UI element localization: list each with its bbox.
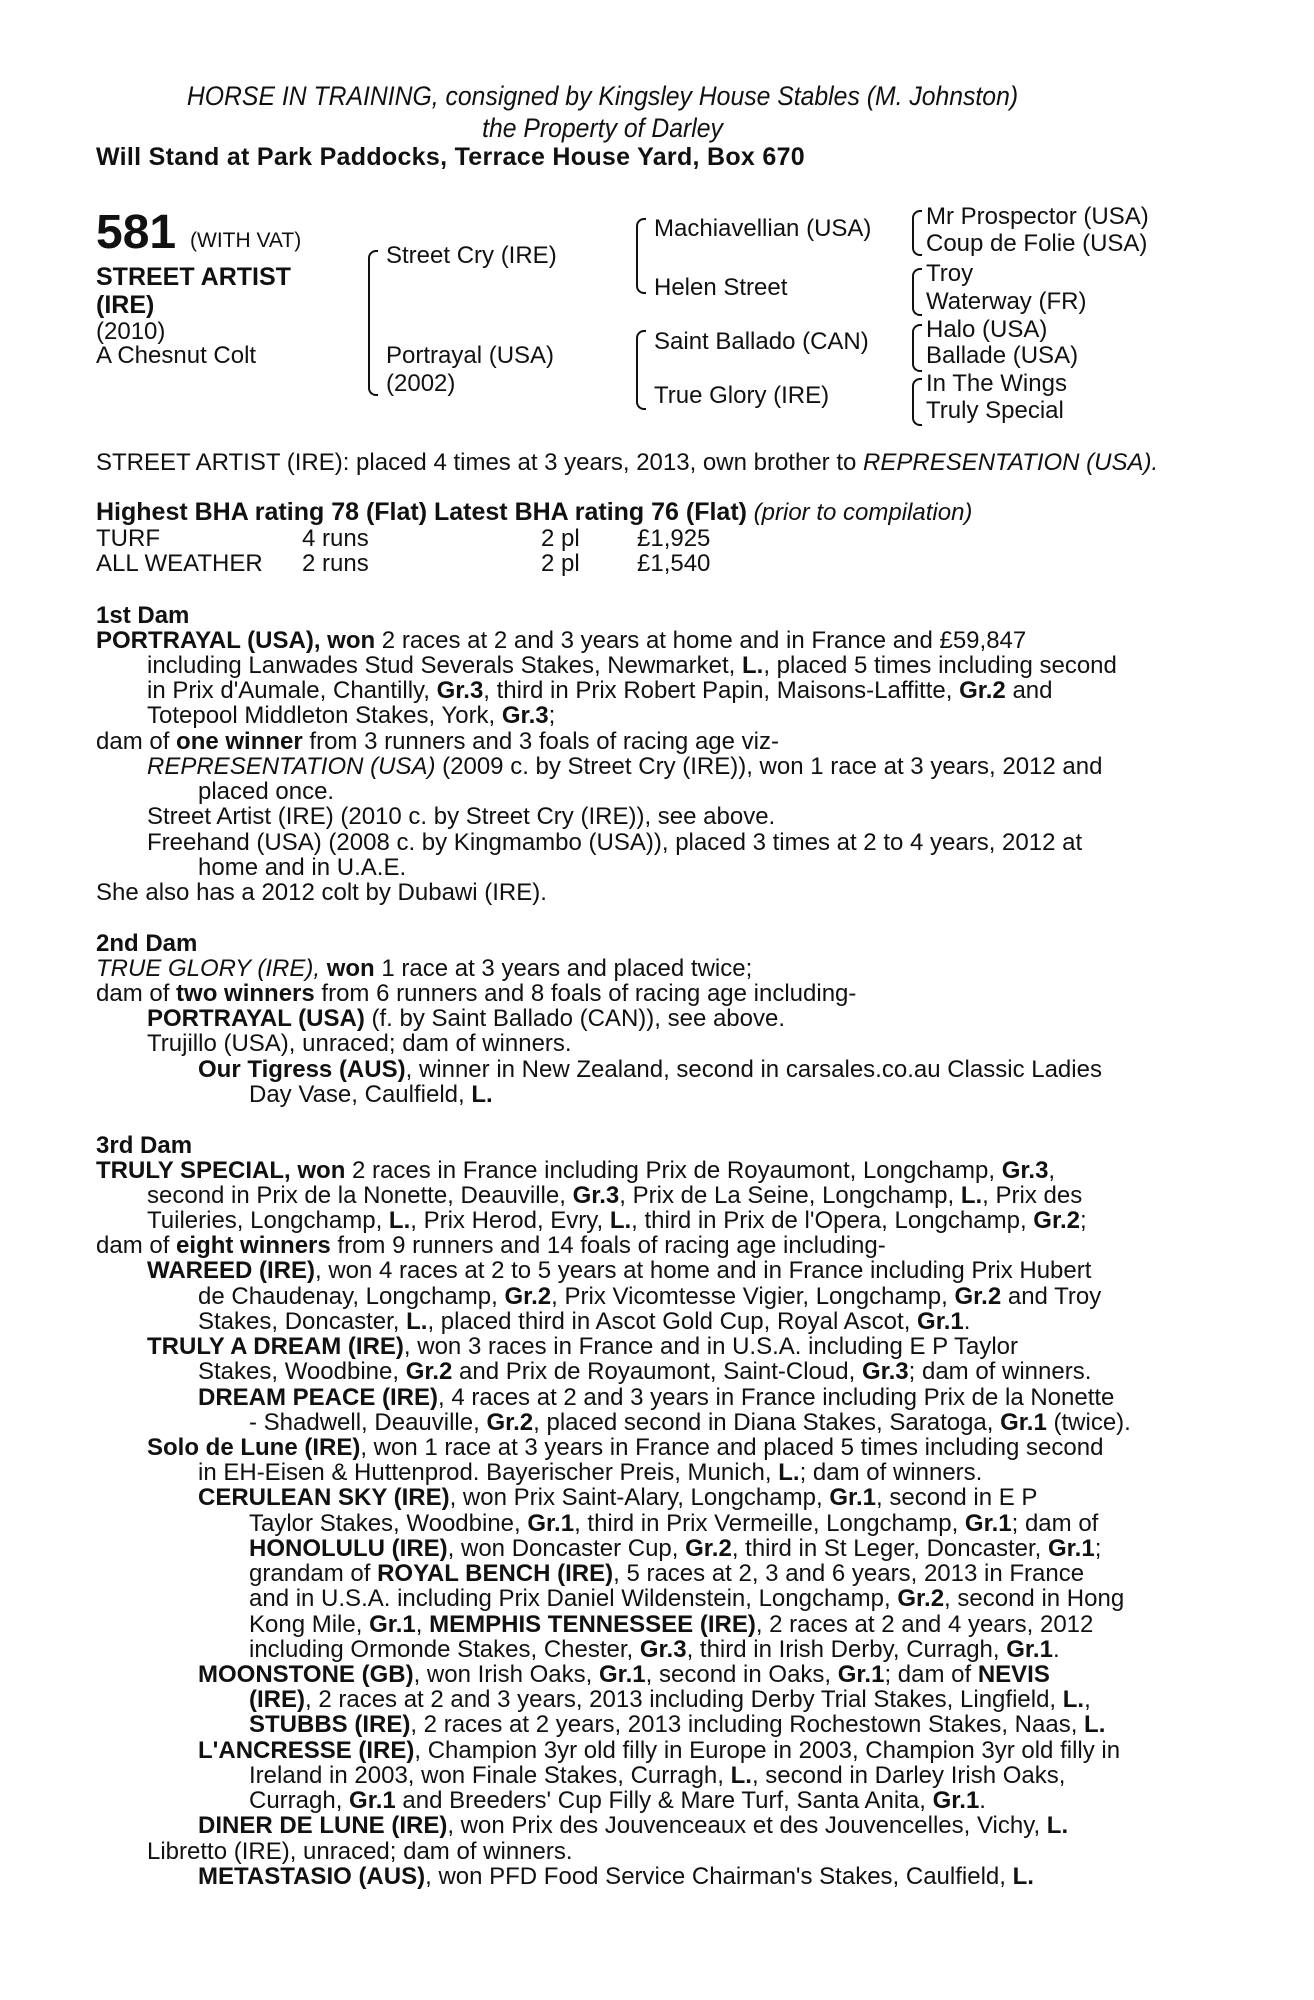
ratings-aw-placed: 2 pl	[541, 550, 580, 577]
dam3-line: Taylor Stakes, Woodbine, Gr.1, third in Prix Vermeille, Longchamp, Gr.1; dam of	[249, 1510, 1099, 1537]
lot-number: 581	[96, 206, 177, 259]
pedigree-brace-parents	[368, 250, 378, 396]
dam2-line: PORTRAYAL (USA) (f. by Saint Ballado (CAN)), see above.	[147, 1005, 786, 1032]
dam3-line: TRULY SPECIAL, won 2 races in France including Prix de Royaumont, Longchamp, Gr.3,	[96, 1157, 1056, 1184]
pedigree-gg-8: Truly Special	[926, 397, 1064, 424]
pedigree-gg-2: Coup de Folie (USA)	[926, 230, 1148, 257]
dam3-line: DREAM PEACE (IRE), 4 races at 2 and 3 years in France including Prix de la Nonette	[198, 1384, 1115, 1411]
pedigree-brace-g1	[912, 210, 922, 256]
horse-year: (2010)	[96, 318, 166, 345]
dam1-line: She also has a 2012 colt by Dubawi (IRE).	[96, 879, 547, 906]
dam3-line: STUBBS (IRE), 2 races at 2 years, 2013 including Rochestown Stakes, Naas, L.	[249, 1711, 1106, 1738]
dam1-line: home and in U.A.E.	[198, 854, 407, 881]
dam3-line: WAREED (IRE), won 4 races at 2 to 5 years at home and in France including Prix Hubert	[147, 1257, 1092, 1284]
dam2-line: Day Vase, Caulfield, L.	[249, 1081, 493, 1108]
pedigree-gg-3: Troy	[926, 260, 974, 287]
ratings-heading: Highest BHA rating 78 (Flat) Latest BHA rating 76 (Flat) (prior to compilation)	[96, 498, 973, 526]
dam3-line: Tuileries, Longchamp, L., Prix Herod, Evry, L., third in Prix de l'Opera, Longchamp, Gr.2;	[147, 1207, 1087, 1234]
pedigree-gg-7: In The Wings	[926, 370, 1067, 397]
pedigree-sire-dam: Helen Street	[654, 274, 788, 301]
horse-name-country: (IRE)	[96, 291, 155, 319]
dam3-line: second in Prix de la Nonette, Deauville, Gr.3, Prix de La Seine, Longchamp, L., Prix des	[147, 1182, 1083, 1209]
pedigree-brace-g4	[912, 378, 922, 426]
dam3-line: TRULY A DREAM (IRE), won 3 races in France and in U.S.A. including E P Taylor	[147, 1333, 1019, 1360]
dam3-line: Stakes, Doncaster, L., placed third in Ascot Gold Cup, Royal Ascot, Gr.1.	[198, 1308, 971, 1335]
ratings-aw-surface: ALL WEATHER	[96, 550, 263, 577]
pedigree-sire-sire: Machiavellian (USA)	[654, 215, 872, 242]
dam1-line: dam of one winner from 3 runners and 3 foals of racing age viz-	[96, 728, 779, 755]
ratings-aw-runs: 2 runs	[302, 550, 369, 577]
dam3-line: de Chaudenay, Longchamp, Gr.2, Prix Vicomtesse Vigier, Longchamp, Gr.2 and Troy	[198, 1283, 1102, 1310]
dam3-line: METASTASIO (AUS), won PFD Food Service Chairman's Stakes, Caulfield, L.	[198, 1863, 1034, 1890]
dam1-line: in Prix d'Aumale, Chantilly, Gr.3, third in Prix Robert Papin, Maisons-Laffitte, Gr.2 and	[147, 677, 1053, 704]
pedigree-dam: Portrayal (USA)	[386, 342, 555, 369]
dam3-line: Solo de Lune (IRE), won 1 race at 3 years in France and placed 5 times including second	[147, 1434, 1104, 1461]
pedigree-gg-1: Mr Prospector (USA)	[926, 203, 1149, 230]
dam3-line: and in U.S.A. including Prix Daniel Wildenstein, Longchamp, Gr.2, second in Hong	[249, 1585, 1125, 1612]
dam1-line: including Lanwades Stud Severals Stakes, Newmarket, L., placed 5 times including second	[147, 652, 1117, 679]
dam3-line: Curragh, Gr.1 and Breeders' Cup Filly & Mare Turf, Santa Anita, Gr.1.	[249, 1787, 986, 1814]
ratings-turf-earnings: £1,925	[637, 525, 711, 552]
dam3-line: - Shadwell, Deauville, Gr.2, placed second in Diana Stakes, Saratoga, Gr.1 (twice).	[249, 1409, 1131, 1436]
pedigree-brace-sire-line	[636, 218, 646, 294]
pedigree-dam-dam: True Glory (IRE)	[654, 382, 830, 409]
dam2-line: dam of two winners from 6 runners and 8 foals of racing age including-	[96, 980, 857, 1007]
header-property: the Property of Darley	[482, 113, 723, 143]
dam3-line: HONOLULU (IRE), won Doncaster Cup, Gr.2, third in St Leger, Doncaster, Gr.1;	[249, 1535, 1102, 1562]
pedigree-gg-5: Halo (USA)	[926, 316, 1048, 343]
dam3-line: including Ormonde Stakes, Chester, Gr.3, third in Irish Derby, Curragh, Gr.1.	[249, 1636, 1060, 1663]
ratings-aw-earnings: £1,540	[637, 550, 711, 577]
dam1-heading: 1st Dam	[96, 602, 190, 629]
header-consignor: HORSE IN TRAINING, consigned by Kingsley House Stables (M. Johnston)	[186, 81, 1019, 111]
ratings-turf-runs: 4 runs	[302, 525, 369, 552]
dam2-heading: 2nd Dam	[96, 930, 198, 957]
pedigree-gg-6: Ballade (USA)	[926, 342, 1079, 369]
dam3-line: dam of eight winners from 9 runners and 14 foals of racing age including-	[96, 1232, 886, 1259]
pedigree-brace-g3	[912, 324, 922, 372]
pedigree-brace-g2	[912, 268, 922, 316]
dam3-line: CERULEAN SKY (IRE), won Prix Saint-Alary, Longchamp, Gr.1, second in E P	[198, 1484, 1038, 1511]
dam1-line: PORTRAYAL (USA), won 2 races at 2 and 3 years at home and in France and £59,847	[96, 627, 1027, 654]
dam2-line: TRUE GLORY (IRE), won 1 race at 3 years and placed twice;	[96, 955, 753, 982]
dam2-line: Trujillo (USA), unraced; dam of winners.	[147, 1030, 572, 1057]
dam1-line: REPRESENTATION (USA) (2009 c. by Street Cry (IRE)), won 1 race at 3 years, 2012 and	[147, 753, 1103, 780]
dam3-line: Ireland in 2003, won Finale Stakes, Curragh, L., second in Darley Irish Oaks,	[249, 1762, 1066, 1789]
dam1-line: placed once.	[198, 778, 335, 805]
pedigree-dam-sire: Saint Ballado (CAN)	[654, 328, 869, 355]
dam3-heading: 3rd Dam	[96, 1132, 193, 1159]
dam1-line: Street Artist (IRE) (2010 c. by Street Cry (IRE)), see above.	[147, 803, 776, 830]
dam3-line: DINER DE LUNE (IRE), won Prix des Jouvenceaux et des Jouvencelles, Vichy, L.	[198, 1812, 1069, 1839]
dam1-line: Freehand (USA) (2008 c. by Kingmambo (USA)), placed 3 times at 2 to 4 years, 2012 at	[147, 829, 1083, 856]
dam2-line: Our Tigress (AUS), winner in New Zealand, second in carsales.co.au Classic Ladies	[198, 1056, 1102, 1083]
pedigree-brace-dam-line	[636, 330, 646, 410]
dam3-line: Stakes, Woodbine, Gr.2 and Prix de Royaumont, Saint-Cloud, Gr.3; dam of winners.	[198, 1358, 1092, 1385]
horse-name: STREET ARTIST	[96, 263, 291, 291]
horse-description: A Chesnut Colt	[96, 342, 257, 369]
pedigree-sire: Street Cry (IRE)	[386, 242, 557, 269]
dam3-line: (IRE), 2 races at 2 and 3 years, 2013 including Derby Trial Stakes, Lingfield, L.,	[249, 1686, 1091, 1713]
brother-name: REPRESENTATION (USA).	[863, 449, 1159, 476]
race-summary: STREET ARTIST (IRE): placed 4 times at 3 years, 2013, own brother to REPRESENTATION (USA).	[96, 449, 1159, 476]
ratings-turf-placed: 2 pl	[541, 525, 580, 552]
ratings-turf-surface: TURF	[96, 525, 160, 552]
pedigree-gg-4: Waterway (FR)	[926, 288, 1087, 315]
lot-vat: (WITH VAT)	[190, 229, 302, 252]
dam3-line: Libretto (IRE), unraced; dam of winners.	[147, 1838, 573, 1865]
dam3-line: MOONSTONE (GB), won Irish Oaks, Gr.1, second in Oaks, Gr.1; dam of NEVIS	[198, 1661, 1050, 1688]
dam3-line: in EH-Eisen & Huttenprod. Bayerischer Preis, Munich, L.; dam of winners.	[198, 1459, 983, 1486]
dam3-line: grandam of ROYAL BENCH (IRE), 5 races at 2, 3 and 6 years, 2013 in France	[249, 1560, 1085, 1587]
header-location: Will Stand at Park Paddocks, Terrace House Yard, Box 670	[96, 143, 805, 171]
dam3-line: L'ANCRESSE (IRE), Champion 3yr old filly in Europe in 2003, Champion 3yr old filly in	[198, 1737, 1121, 1764]
dam3-line: Kong Mile, Gr.1, MEMPHIS TENNESSEE (IRE), 2 races at 2 and 4 years, 2012	[249, 1611, 1094, 1638]
pedigree-dam-year: (2002)	[386, 370, 456, 397]
dam1-line: Totepool Middleton Stakes, York, Gr.3;	[147, 702, 556, 729]
